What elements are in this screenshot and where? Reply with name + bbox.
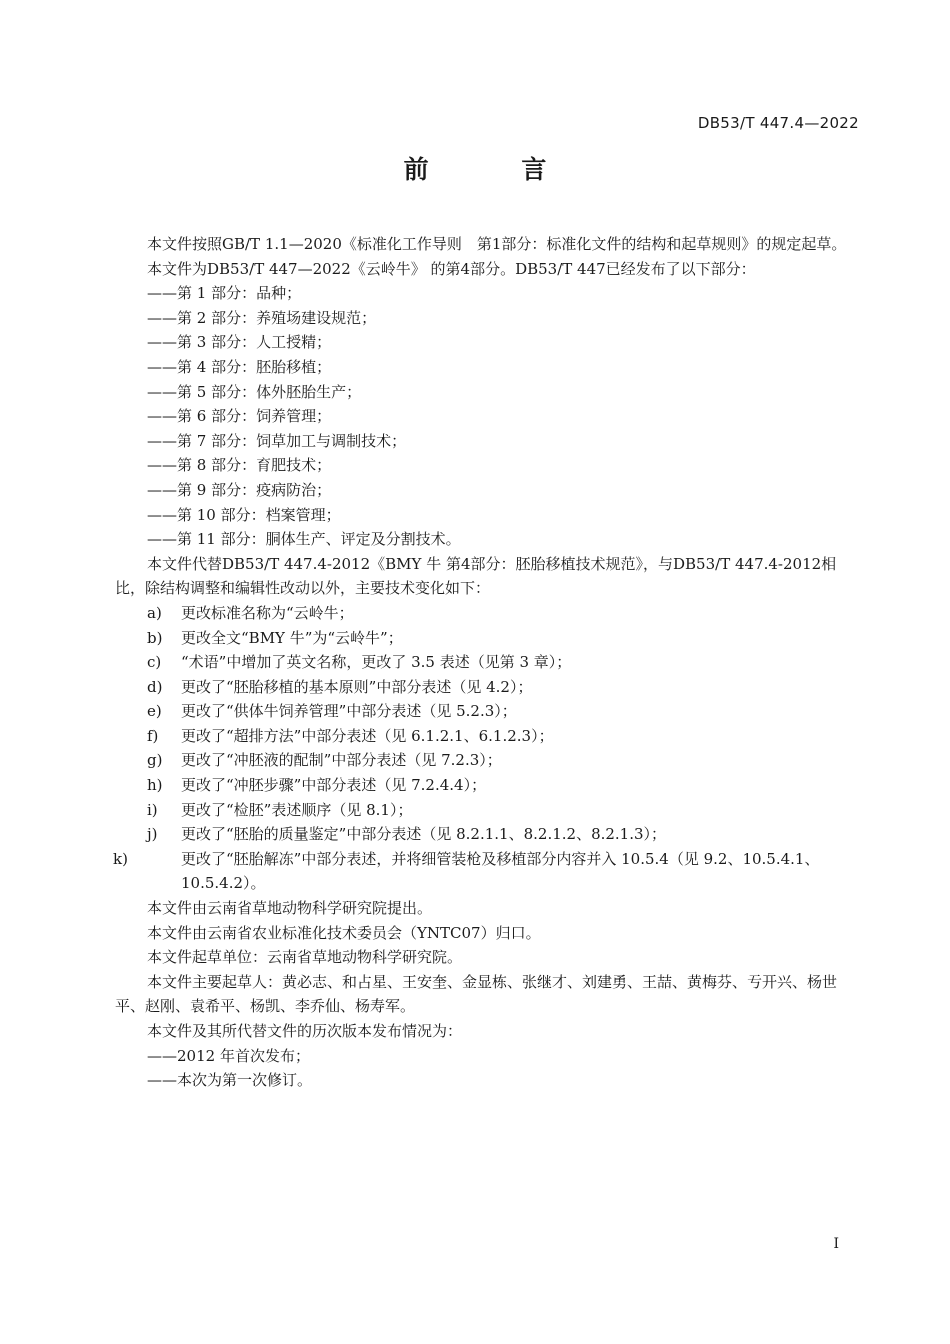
list-item: ——第 11 部分：胴体生产、评定及分割技术。 <box>147 530 461 549</box>
paragraph-history-intro: 本文件及其所代替文件的历次版本发布情况为： <box>147 1022 463 1040</box>
list-item <box>115 798 860 823</box>
item-label: a) <box>147 603 162 622</box>
paragraph-drafting-unit: 本文件起草单位：云南省草地动物科学研究院。 <box>147 948 463 967</box>
item-label: k) <box>113 849 128 868</box>
item-label: g) <box>147 751 163 770</box>
list-item: ——第 5 部分：体外胚胎生产； <box>147 382 362 401</box>
item-label: e) <box>147 702 162 721</box>
list-item <box>115 724 860 749</box>
item-text: 更改了“胚胎移植的基本原则”中部分表述（见 4.2）； <box>181 677 533 696</box>
paragraph-drafters: 本文件主要起草人：黄必志、和占星、王安奎、金显栋、张继才、刘建勇、王喆、黄梅芬、亐开兴、杨世平、赵刚、袁希平、杨凯、李乔仙、杨寿军。 <box>115 972 838 1016</box>
item-label: c) <box>147 653 162 672</box>
page-title: 前 言 <box>403 155 589 184</box>
list-item: ——2012 年首次发布； <box>147 1046 310 1065</box>
paragraph-proposer: 本文件由云南省草地动物科学研究院提出。 <box>147 899 433 918</box>
item-label: i) <box>147 800 158 819</box>
list-item: ——第 7 部分：饲草加工与调制技术； <box>147 431 407 450</box>
item-label: f) <box>147 726 159 745</box>
list-item <box>115 822 860 847</box>
list-item <box>115 847 860 896</box>
parts-list <box>115 281 860 552</box>
paragraph-series-intro: 本文件为DB53/T 447—2022《云岭牛》 的第4部分。DB53/T 447已经发布了以下部分： <box>147 259 756 278</box>
item-text: 更改了“冲胚步骤”中部分表述（见 7.2.4.4）； <box>181 776 487 795</box>
item-label: b) <box>147 628 163 647</box>
list-item: ——第 2 部分：养殖场建设规范； <box>147 308 377 327</box>
list-item <box>115 675 860 700</box>
item-text: 更改全文“BMY 牛”为“云岭牛”； <box>181 628 403 647</box>
item-text: 更改了“供体牛饲养管理”中部分表述（见 5.2.3）； <box>181 702 517 721</box>
list-item <box>115 699 860 724</box>
list-item: ——第 8 部分：育肥技术； <box>147 456 332 475</box>
item-text: 更改了“胚胎的质量鉴定”中部分表述（见 8.2.1.1、8.2.1.2、8.2.1.3）； <box>181 825 667 844</box>
list-item: ——第 1 部分：品种； <box>147 284 302 303</box>
item-text: 更改标准名称为“云岭牛； <box>181 603 354 622</box>
history-list <box>115 1044 860 1093</box>
paragraph-drafting-basis: 本文件按照GB/T 1.1—2020《标准化工作导则 第1部分：标准化文件的结构和起草规则》的规定起草。 <box>147 235 847 253</box>
standard-code: DB53/T 447.4—2022 <box>697 114 859 132</box>
list-item <box>115 650 860 675</box>
list-item: ——第 4 部分：胚胎移植； <box>147 357 332 376</box>
document-body <box>115 232 860 1093</box>
item-text: “术语”中增加了英文名称，更改了 3.5 表述（见第 3 章）； <box>181 653 572 672</box>
changes-list <box>115 601 860 896</box>
item-label: h) <box>147 776 163 795</box>
list-item <box>115 748 860 773</box>
list-item <box>115 773 860 798</box>
paragraph-replacement: 本文件代替DB53/T 447.4-2012《BMY 牛 第4部分：胚胎移植技术规范》，与DB53/T 447.4-2012相比，除结构调整和编辑性改动以外，主要技术变化如下： <box>115 554 837 598</box>
item-label: d) <box>147 677 163 696</box>
item-label: j) <box>147 825 158 844</box>
list-item <box>115 601 860 626</box>
list-item: ——第 6 部分：饲养管理； <box>147 407 332 426</box>
paragraph-committee: 本文件由云南省农业标准化技术委员会（YNTC07）归口。 <box>147 923 541 942</box>
item-text: 更改了“胚胎解冻”中部分表述，并将细管装枪及移植部分内容并入 10.5.4（见 9.2、10.5.4.1、10.5.4.2）。 <box>181 849 820 893</box>
list-item: ——第 10 部分：档案管理； <box>147 505 341 524</box>
list-item: ——本次为第一次修订。 <box>147 1071 313 1090</box>
item-text: 更改了“检胚”表述顺序（见 8.1）； <box>181 800 413 819</box>
list-item <box>115 626 860 651</box>
list-item: ——第 3 部分：人工授精； <box>147 333 332 352</box>
item-text: 更改了“超排方法”中部分表述（见 6.1.2.1、6.1.2.3）； <box>181 726 554 745</box>
item-text: 更改了“冲胚液的配制”中部分表述（见 7.2.3）； <box>181 751 502 770</box>
list-item: ——第 9 部分：疫病防治； <box>147 480 332 499</box>
page-number: I <box>833 1236 839 1252</box>
